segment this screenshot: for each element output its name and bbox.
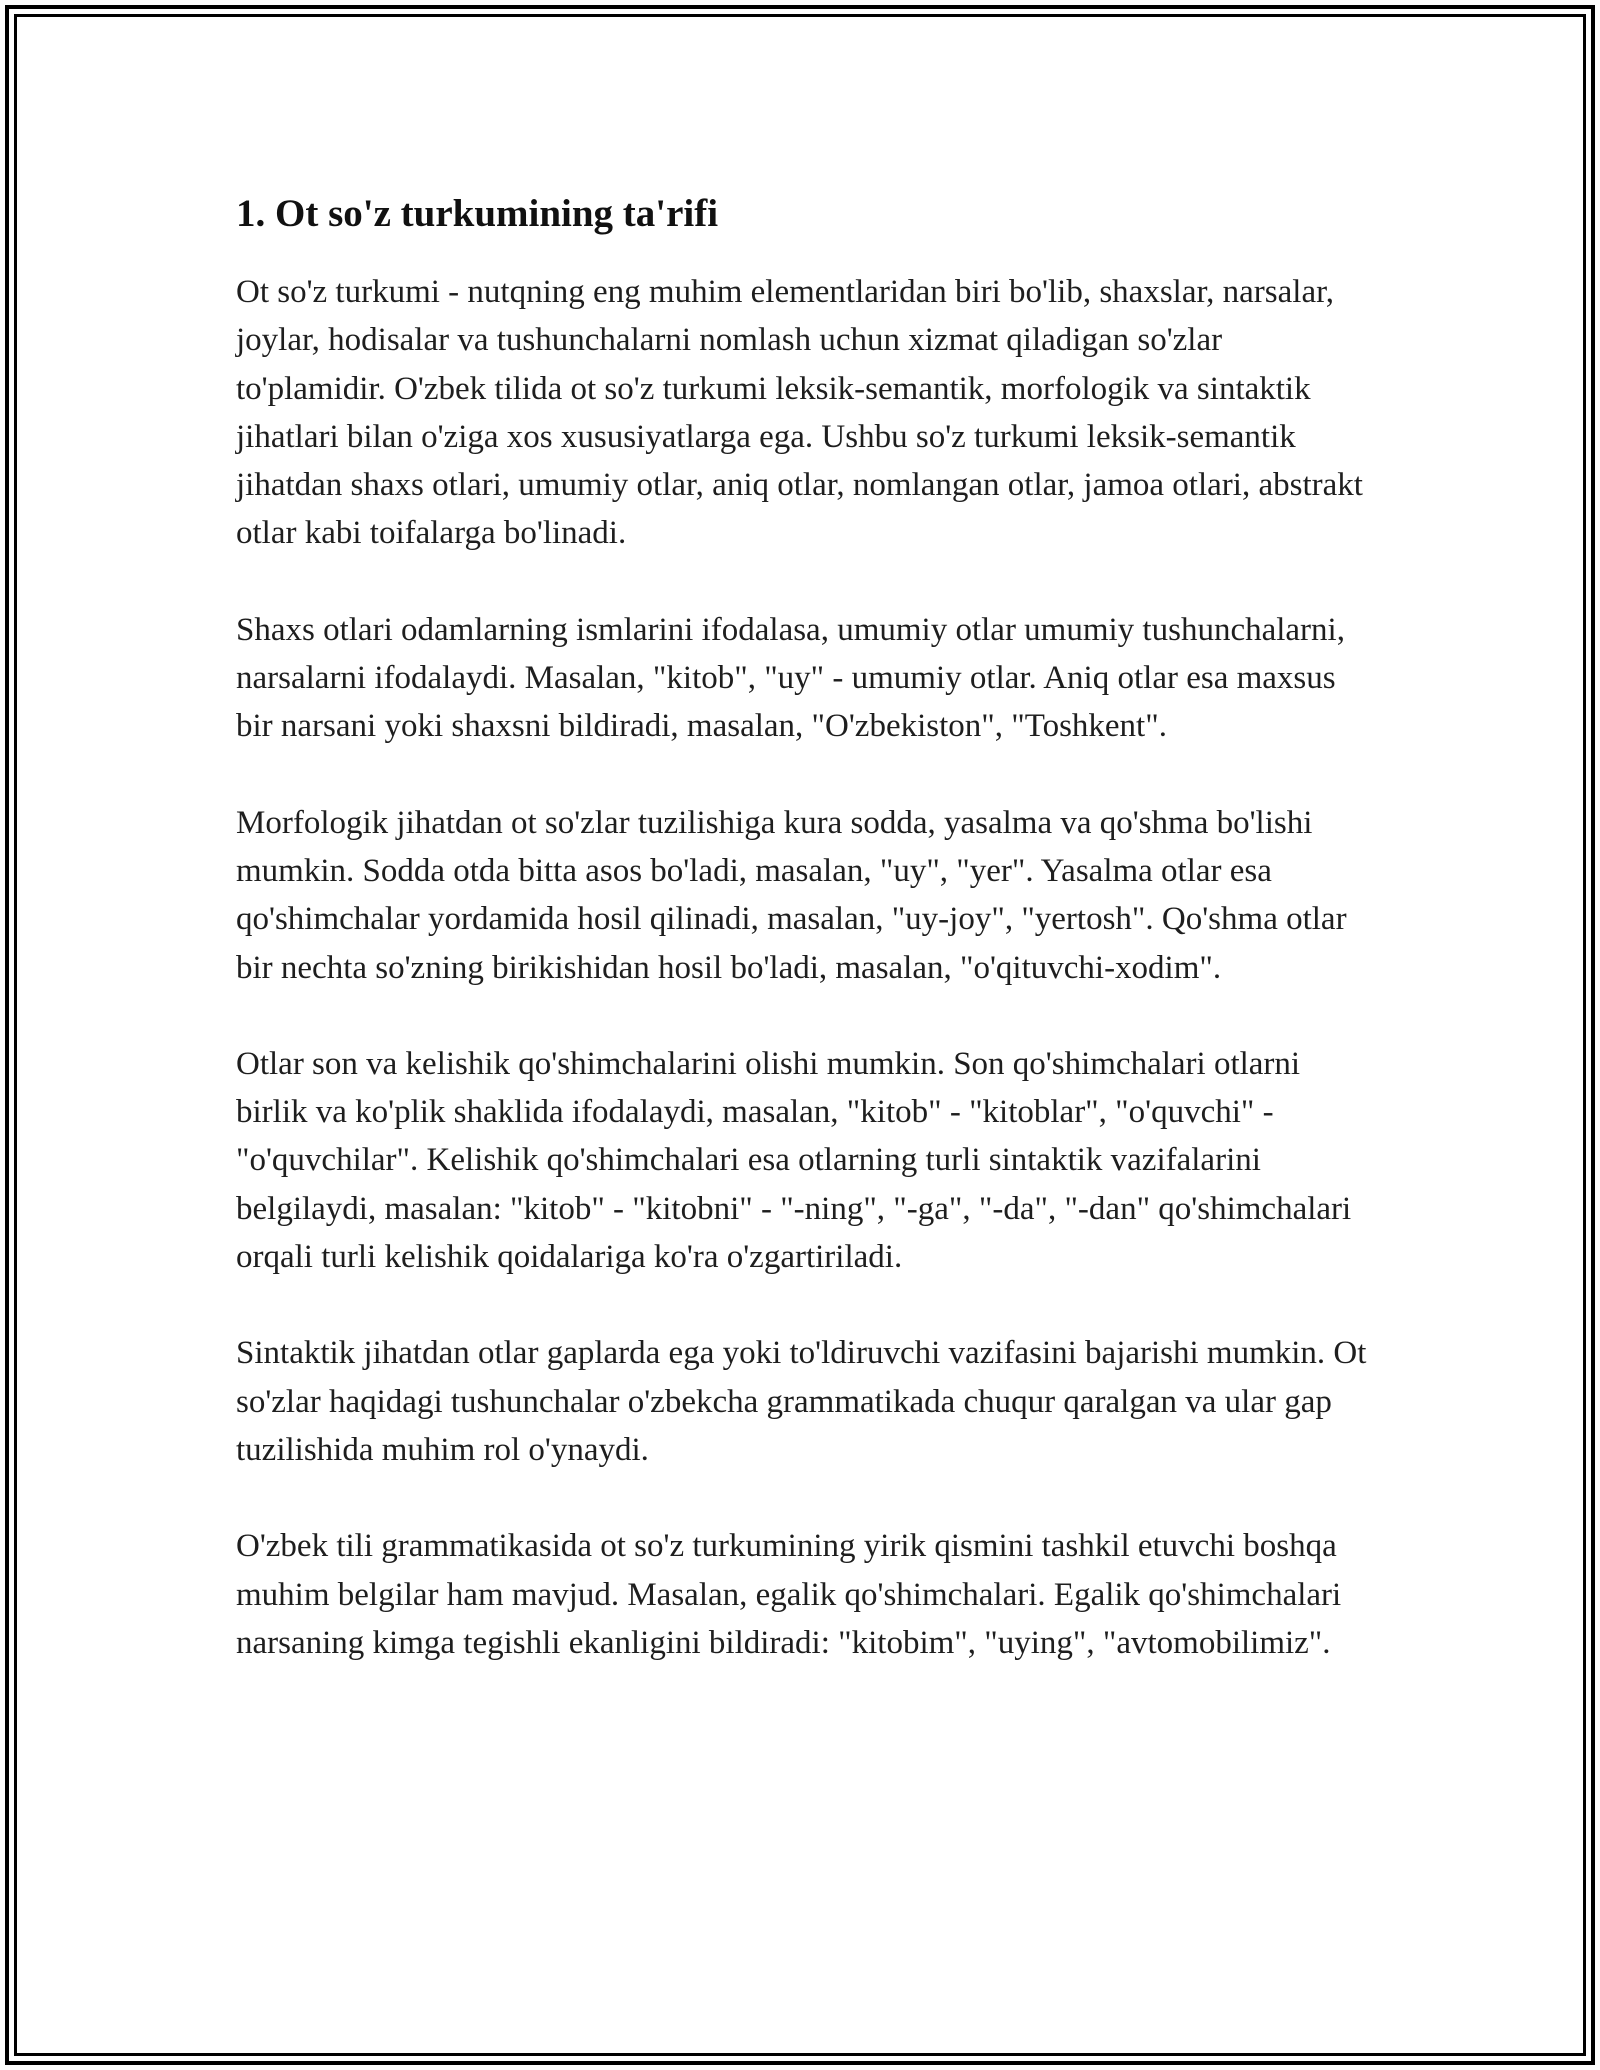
paragraph-common-proper-nouns: Shaxs otlari odamlarning ismlarini ifodalasa, umumiy otlar umumiy tushunchalarni, narsalarni ifodalaydi. Masalan, "kitob", "uy" - umumiy otlar. Aniq otlar esa maxsus bir narsani yoki shaxsni bildiradi, masalan, "O'zbekiston", "Toshkent". bbox=[236, 611, 1345, 745]
paragraph-morphology: Morfologik jihatdan ot so'zlar tuzilishiga kura sodda, yasalma va qo'shma bo'lishi mumkin. Sodda otda bitta asos bo'ladi, masalan, "uy", "yer". Yasalma otlar esa qo'shimchalar yordamida hosil qilinadi, masalan, "uy-joy", "yertosh". Qo'shma otlar bir nechta so'zning birikishidan hosil bo'ladi, masalan, "o'qituvchi-xodim". bbox=[236, 804, 1347, 986]
paragraph-syntax: Sintaktik jihatdan otlar gaplarda ega yoki to'ldiruvchi vazifasini bajarishi mumkin. Ot so'zlar haqidagi tushunchalar o'zbekcha grammatikada chuqur qaralgan va ular gap tuzilishida muhim rol o'ynaydi. bbox=[236, 1335, 1367, 1468]
paragraph-possessive: O'zbek tili grammatikasida ot so'z turkumining yirik qismini tashkil etuvchi boshqa muhim belgilar ham mavjud. Masalan, egalik qo'shimchalari. Egalik qo'shimchalari narsaning kimga tegishli ekanligini bildiradi: "kitobim", "uying", "avtomobilimiz". bbox=[236, 1528, 1342, 1661]
section-heading: 1. Ot so'z turkumining ta'rifi bbox=[236, 192, 719, 235]
paragraph-number-case: Otlar son va kelishik qo'shimchalarini olishi mumkin. Son qo'shimchalari otlarni birlik va ko'plik shaklida ifodalaydi, masalan, "kitob" - "kitoblar", "o'quvchi" - "o'quvchilar". Kelishik qo'shimchalari esa otlarning turli sintaktik vazifalarini belgilaydi, masalan: "kitob" - "kitobni" - "-ning", "-ga", "-da", "-dan" qo'shimchalari orqali turli kelishik qoidalariga ko'ra o'zgartiriladi. bbox=[236, 1045, 1352, 1276]
paragraph-definition: Ot so'z turkumi - nutqning eng muhim elementlaridan biri bo'lib, shaxslar, narsalar, joylar, hodisalar va tushunchalarni nomlash uchun xizmat qiladigan so'zlar to'plamidir. O'zbek tilida ot so'z turkumi leksik-semantik, morfologik va sintaktik jihatlari bilan o'ziga xos xususiyatlarga ega. Ushbu so'z turkumi leksik-semantik jihatdan shaxs otlari, umumiy otlar, aniq otlar, nomlangan otlar, jamoa otlari, abstrakt otlar kabi toifalarga bo'linadi. bbox=[236, 274, 1363, 552]
document-body bbox=[236, 186, 1376, 1715]
